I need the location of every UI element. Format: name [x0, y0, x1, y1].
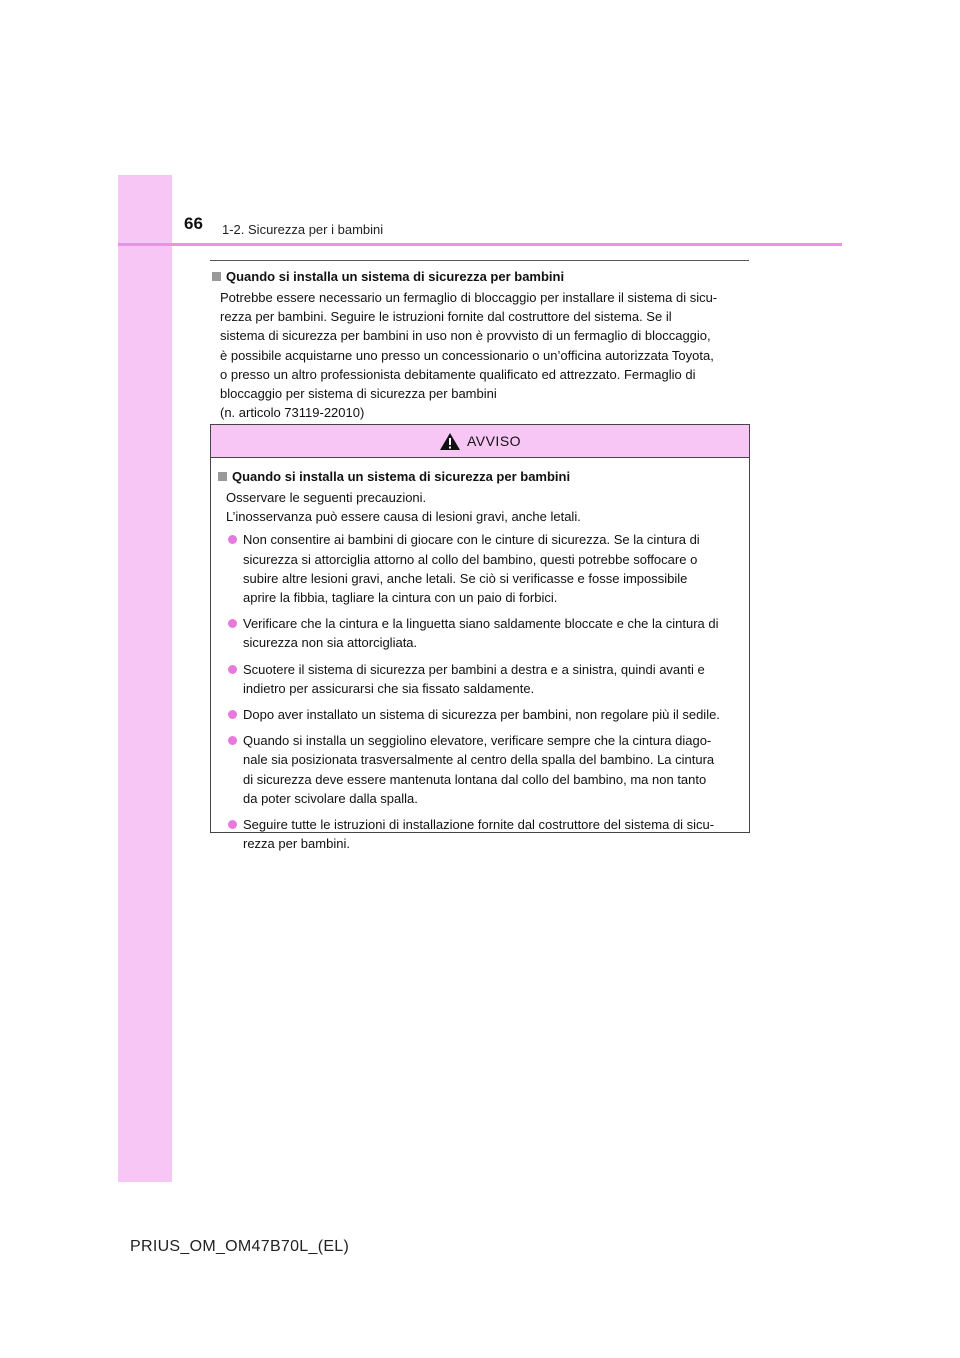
bullet-line: aprire la fibbia, tagliare la cintura con un paio di forbici.: [243, 590, 558, 606]
bullet-line: subire altre lesioni gravi, anche letali. Se ciò si verificasse e fosse impossibile: [243, 570, 688, 586]
warning-bullet: [216, 660, 741, 698]
warning-intro-line: Osservare le seguenti precauzioni.: [226, 490, 427, 505]
intro-line: è possibile acquistarne uno presso un concessionario o un’officina autorizzata Toyota,: [220, 347, 714, 363]
footer-doc-code: PRIUS_OM_OM47B70L_(EL): [130, 1238, 350, 1255]
bullet-dot-icon: [228, 820, 237, 829]
header-rule: [210, 260, 749, 261]
warning-header: [211, 425, 749, 458]
warning-title: AVVISO: [466, 433, 522, 449]
bullet-line: rezza per bambini.: [243, 836, 350, 852]
intro-line: (n. articolo 73119-22010): [220, 405, 365, 421]
warning-bullet: [216, 530, 741, 607]
bullet-line: da poter scivolare dalla spalla.: [243, 790, 418, 806]
bullet-line: Seguire tutte le istruzioni di installazione fornite dal costruttore del sistema di sicu-: [243, 817, 715, 833]
warning-intro: [226, 488, 741, 526]
warning-triangle-icon: [439, 432, 461, 451]
bullet-line: sicurezza non sia attorcigliata.: [243, 635, 418, 651]
warning-body: [211, 458, 749, 853]
intro-line: rezza per bambini. Seguire le istruzioni fornite dal costruttore del sistema. Se il: [220, 309, 672, 325]
bullet-line: Quando si installa un seggiolino elevatore, verificare sempre che la cintura diago-: [243, 733, 712, 749]
square-bullet-icon: [218, 472, 227, 481]
bullet-line: di sicurezza deve essere mantenuta lontana dal collo del bambino, ma non tanto: [243, 771, 707, 787]
warning-bullet-list: [216, 530, 741, 853]
page-number: 66: [184, 214, 203, 233]
intro-heading: [210, 267, 750, 286]
warning-bullet: [216, 815, 741, 853]
intro-section: [210, 267, 750, 422]
warning-intro-line: L’inosservanza può essere causa di lesioni gravi, anche letali.: [226, 509, 581, 525]
bullet-dot-icon: [228, 535, 237, 544]
bullet-line: Dopo aver installato un sistema di sicurezza per bambini, non regolare più il sedile.: [243, 707, 720, 723]
bullet-line: Scuotere il sistema di sicurezza per bambini a destra e a sinistra, quindi avanti e: [243, 661, 705, 677]
bullet-dot-icon: [228, 619, 237, 628]
header-line: [118, 243, 842, 246]
intro-paragraph: [220, 288, 750, 422]
bullet-line: indietro per assicurarsi che sia fissato saldamente.: [243, 680, 535, 696]
bullet-line: sicurezza si attorciglia attorno al collo del bambino, questi potrebbe soffocare o: [243, 551, 698, 567]
bullet-dot-icon: [228, 736, 237, 745]
side-band: [118, 175, 172, 1182]
warning-bullet: [216, 614, 741, 652]
section-title: 1-2. Sicurezza per i bambini: [222, 222, 384, 237]
intro-heading-text: Quando si installa un sistema di sicurezza per bambini: [226, 269, 565, 284]
intro-line: o presso un altro professionista debitamente qualificato ed attrezzato. Fermaglio di: [220, 366, 696, 382]
square-bullet-icon: [212, 272, 221, 281]
bullet-line: Non consentire ai bambini di giocare con le cinture di sicurezza. Se la cintura di: [243, 532, 700, 548]
intro-line: Potrebbe essere necessario un fermaglio di bloccaggio per installare il sistema di sicu-: [220, 290, 718, 305]
warning-bullet: [216, 705, 741, 724]
warning-heading-text: Quando si installa un sistema di sicurezza per bambini: [232, 469, 571, 484]
bullet-line: nale sia posizionata trasversalmente al centro della spalla del bambino. La cintura: [243, 752, 715, 768]
warning-heading: [216, 467, 741, 486]
bullet-line: Verificare che la cintura e la linguetta siano saldamente bloccate e che la cintura di: [243, 616, 719, 632]
bullet-dot-icon: [228, 665, 237, 674]
warning-bullet: [216, 731, 741, 808]
bullet-dot-icon: [228, 710, 237, 719]
intro-line: bloccaggio per sistema di sicurezza per bambini: [220, 386, 497, 402]
intro-line: sistema di sicurezza per bambini in uso non è provvisto di un fermaglio di bloccaggio,: [220, 328, 711, 344]
warning-box: [210, 424, 750, 852]
